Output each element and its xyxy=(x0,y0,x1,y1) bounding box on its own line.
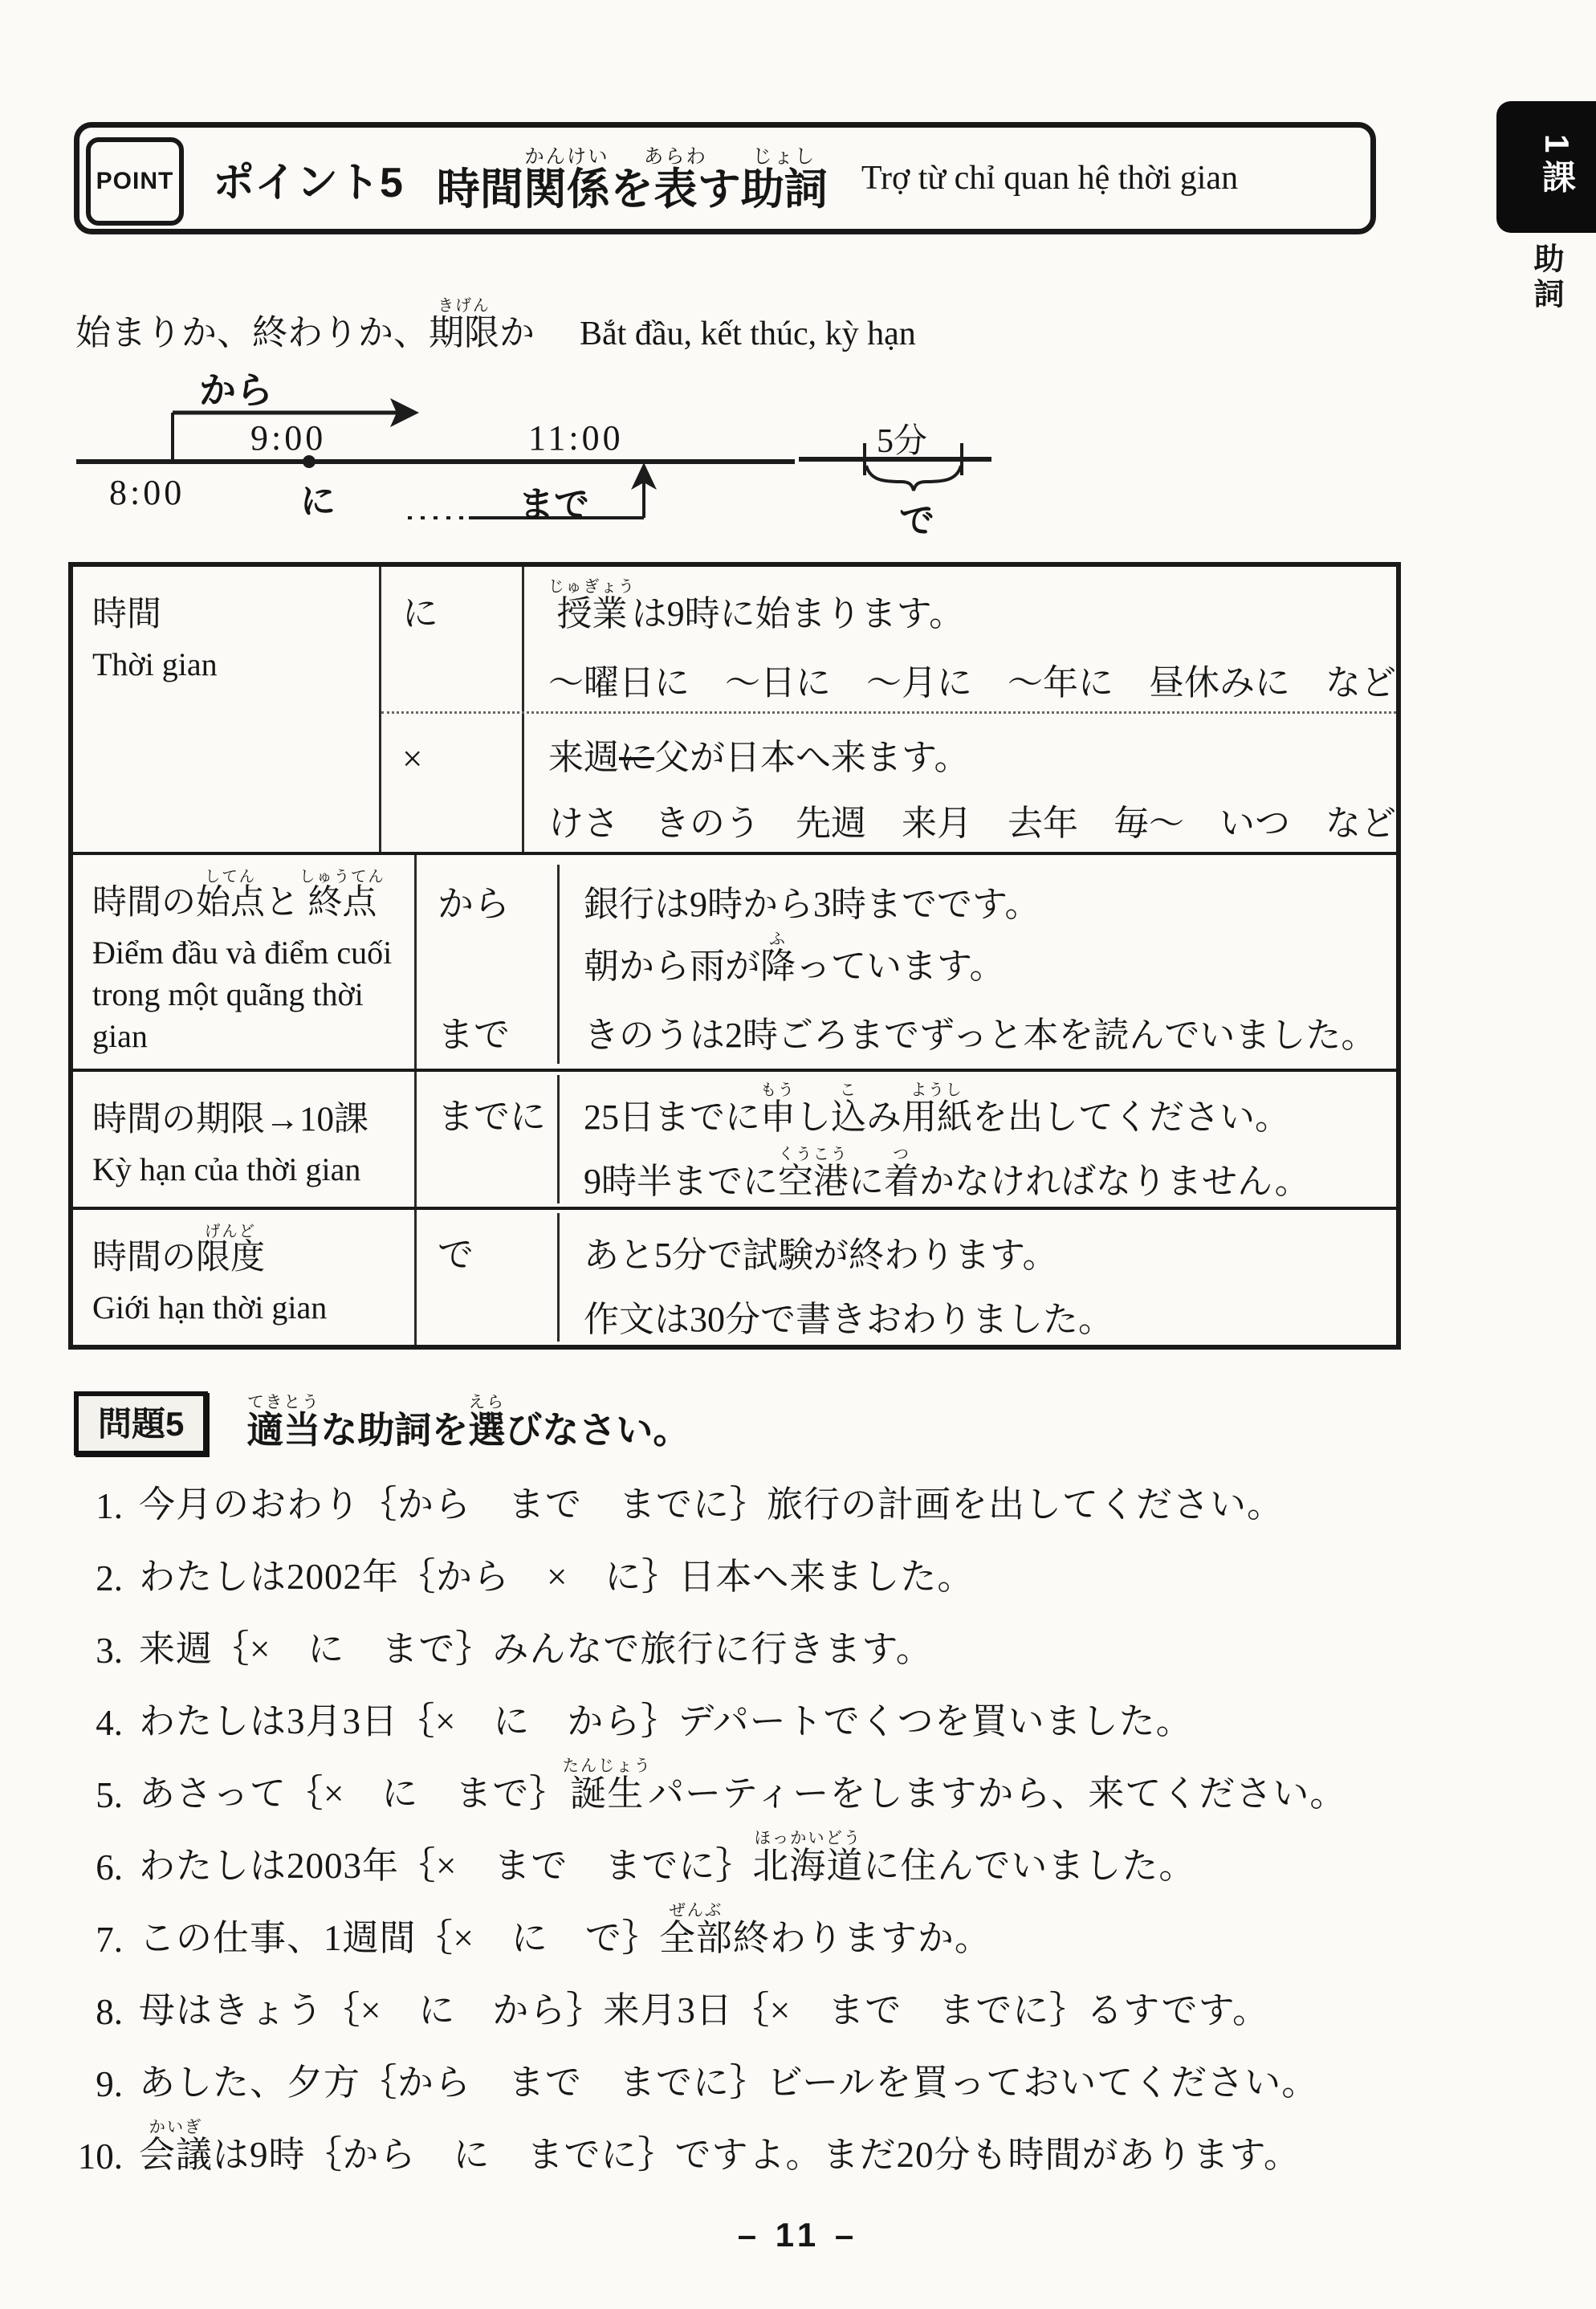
example-sentence: きのうは2時ごろまでずっと本を読んでいました。 xyxy=(584,1016,1377,1055)
page-number: – 11 – xyxy=(737,2216,859,2254)
particle: までに xyxy=(438,1097,547,1137)
lesson-tab xyxy=(1496,101,1596,233)
subrow-ni xyxy=(381,567,1396,711)
category-jp: 時間の 限度げんど xyxy=(92,1224,265,1277)
item-number: 5. xyxy=(96,1775,123,1815)
particle-cell xyxy=(417,988,560,1064)
exercise-item xyxy=(68,1599,1545,1672)
example-sentence: 授業じゅぎょうは9時に始まります。 xyxy=(548,578,965,633)
time-label-800: 8:00 xyxy=(109,473,185,512)
example-sentence: 来週に父が日本へ来ます。 xyxy=(548,738,970,777)
example-sentence: 25日までに申もうし込こみ用紙ようしを出してください。 xyxy=(584,1081,1290,1137)
example-cell xyxy=(560,865,1396,988)
particle-cell xyxy=(417,1075,560,1203)
exercise-item xyxy=(68,1888,1545,1961)
subrow-madeni xyxy=(417,1072,1396,1207)
exercise-item xyxy=(68,2105,1545,2177)
item-text: あした、夕方｛から まで までに｝ビールを買っておいてください。 xyxy=(139,2063,1319,2103)
item-text: わたしは3月3日｛× に から｝デパートでくつを買いました。 xyxy=(139,1701,1193,1741)
made-particle-label: まで xyxy=(519,485,589,524)
lesson-tab-label: 1課 xyxy=(1538,134,1576,200)
exercise-item xyxy=(68,2033,1545,2105)
item-number: 1. xyxy=(96,1486,123,1526)
category-cell xyxy=(73,567,381,852)
category-vi: Điểm đầu và điểm cuối trong một quãng thời gian xyxy=(92,935,393,1054)
lesson-topic-label: 助詞 xyxy=(1529,242,1562,313)
table-row-start-end xyxy=(73,852,1396,1069)
item-number: 2. xyxy=(96,1558,123,1598)
example-cell xyxy=(560,1213,1396,1342)
item-text: 母はきょう｛× に から｝来月3日｛× まで までに｝るすです。 xyxy=(139,1990,1270,2030)
table-row-limit xyxy=(73,1207,1396,1345)
subrow-no-particle xyxy=(381,711,1396,852)
example-sentence: 作文は30分で書きおわりました。 xyxy=(584,1300,1114,1339)
category-vi: Giới hạn thời gian xyxy=(92,1289,328,1326)
item-number: 3. xyxy=(96,1631,123,1671)
particle-grammar-table xyxy=(68,562,1401,1350)
item-text: あさって｛× に まで｝誕生たんじょうパーティーをしますから、来てください。 xyxy=(139,1757,1347,1814)
example-sentence: 銀行は9時から3時までです。 xyxy=(584,885,1040,924)
item-number: 7. xyxy=(96,1920,123,1960)
exercise-list xyxy=(68,1455,1545,2177)
example-cell xyxy=(560,1075,1396,1203)
example-sentence: 朝から雨が降ふっています。 xyxy=(584,931,1005,986)
item-number: 6. xyxy=(96,1847,123,1888)
item-number: 4. xyxy=(96,1703,123,1743)
item-text: この仕事、1週間｛× に で｝全部ぜんぶ終わりますか。 xyxy=(139,1902,991,1958)
example-cell xyxy=(524,567,1396,711)
exercise-item xyxy=(68,1816,1545,1888)
particle-cell xyxy=(381,567,524,711)
table-row-time xyxy=(73,567,1396,852)
page-title: 時間関係かんけいを表あらわす助詞じょし xyxy=(436,145,828,214)
example-sentence: けさ きのう 先週 来月 去年 毎～ いつ など xyxy=(548,804,1396,843)
section-heading-vietnamese: Bắt đầu, kết thúc, kỳ hạn xyxy=(580,316,916,352)
duration-label: 5分 xyxy=(877,423,928,460)
category-jp: 時間の期限→10課 xyxy=(92,1101,368,1138)
particle-cell xyxy=(417,865,560,988)
exercise-item xyxy=(68,1961,1545,2033)
table-row-deadline xyxy=(73,1069,1396,1207)
exercise-header xyxy=(74,1391,690,1456)
item-text: わたしは2003年｛× まで までに｝北海道ほっかいどうに住んでいました。 xyxy=(139,1830,1196,1886)
particle: で xyxy=(438,1235,474,1275)
example-sentence: 9時半までに空港くうこうに着つかなければなりません。 xyxy=(584,1146,1310,1201)
exercise-instruction: 適当てきとうな助詞を選えらびなさい。 xyxy=(246,1393,690,1451)
page-title-vietnamese: Trợ từ chỉ quan hệ thời gian xyxy=(861,160,1239,197)
de-particle-label: で xyxy=(899,501,934,540)
category-vi: Kỳ hạn của thời gian xyxy=(92,1151,361,1187)
subrow-made xyxy=(417,988,1396,1064)
example-cell xyxy=(524,714,1396,852)
particle-cell xyxy=(417,1213,560,1342)
category-jp: 時間の 始点してん と 終点しゅうてん xyxy=(92,869,385,922)
item-number: 8. xyxy=(96,1992,123,2032)
point-badge-label: POINT xyxy=(96,168,174,194)
exercise-item xyxy=(68,1744,1545,1816)
section-heading-jp: 始まりか、終わりか、期限きげんか xyxy=(75,297,535,352)
time-label-900: 9:00 xyxy=(250,418,327,458)
example-sentence: あと5分で試験が終わります。 xyxy=(584,1236,1058,1275)
subrow-de xyxy=(417,1210,1396,1345)
particle: まで xyxy=(438,1015,511,1055)
item-text: 来週｛× に まで｝みんなで旅行に行きます。 xyxy=(139,1629,933,1669)
point-header-box xyxy=(74,122,1376,234)
example-sentence: ～曜日に ～日に ～月に ～年に 昼休みに など xyxy=(548,663,1396,702)
category-cell xyxy=(73,1210,417,1345)
ni-particle-label: に xyxy=(300,482,336,521)
section-heading xyxy=(75,297,916,355)
exercise-number-badge: 問題5 xyxy=(74,1391,208,1456)
subrow-kara xyxy=(417,855,1396,988)
example-cell xyxy=(560,988,1396,1064)
category-vi: Thời gian xyxy=(92,646,218,682)
kara-particle-label: から xyxy=(199,369,273,411)
time-label-1100: 11:00 xyxy=(528,418,624,458)
point-number: ポイント5 xyxy=(213,159,403,206)
item-text: わたしは2002年｛から × に｝日本へ来ました。 xyxy=(139,1557,975,1597)
particle: に xyxy=(402,593,439,633)
point-badge xyxy=(86,137,184,226)
item-number: 10. xyxy=(77,2136,123,2177)
particle-cell xyxy=(381,714,524,852)
item-text: 今月のおわり｛から まで までに｝旅行の計画を出してください。 xyxy=(139,1484,1285,1525)
exercise-item xyxy=(68,1672,1545,1744)
category-cell xyxy=(73,1072,417,1207)
particle: × xyxy=(402,739,423,779)
item-text: 会議かいぎは9時｛から に までに｝ですよ。まだ20分も時間があります。 xyxy=(139,2119,1301,2175)
item-number: 9. xyxy=(96,2064,123,2104)
time-particle-diagram xyxy=(64,353,1301,566)
duration-underbrace xyxy=(866,466,961,491)
category-cell xyxy=(73,855,417,1069)
category-jp: 時間 xyxy=(92,596,161,633)
exercise-item xyxy=(68,1455,1545,1527)
exercise-item xyxy=(68,1527,1545,1599)
particle: から xyxy=(438,884,511,924)
